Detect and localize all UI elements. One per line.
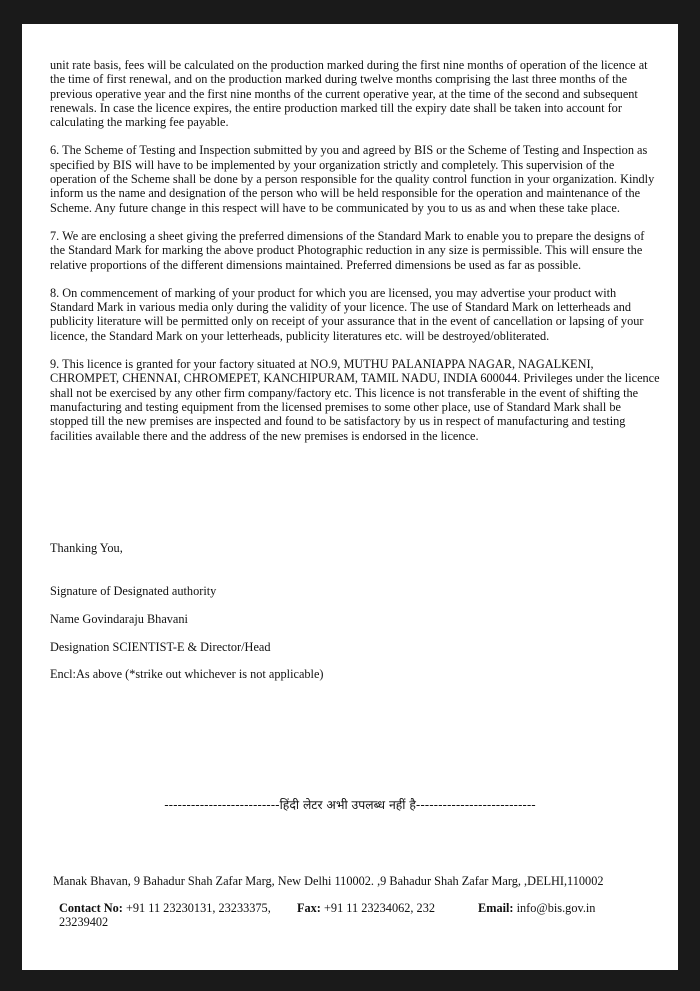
document-body [50,58,662,457]
paragraph-advertising: 8. On commencement of marking of your product for which you are licensed, you may advertise your product with Standard Mark in various media only during the validity of your licence. The use of Standard Mark on letterheads and publicity literature will be permitted only on receipt of your assurance that in the event of cancellation or lapsing of your licence, the Standard Mark on your letterheads, publicity literatures etc. will be destroyed/obliterated. [50,285,644,343]
footer-contact [59,901,289,930]
paragraph-scheme-of-testing: 6. The Scheme of Testing and Inspection submitted by you and agreed by BIS or the Scheme of Testing and Inspection as specified by BIS will have to be implemented by your organization strictly and completely. This supervision of the operation of the Scheme shall be done by a person responsible for the quality control function in your organization. Kindly inform us the name and designation of the person who will be held responsible for the operation and maintenance of the Scheme. Any future change in this respect will have to be communicated by you to us as and when these take place. [50,143,655,215]
paragraph-standard-mark-dimensions: 7. We are enclosing a sheet giving the preferred dimensions of the Standard Mark to enable you to prepare the designs of the Standard Mark for marking the above product Photographic reduction in any size is permissible. This will ensure the relative proportions of the different dimensions maintained. Preferred dimensions be used as far as possible. [50,228,645,272]
email-address[interactable]: info@bis.gov.in [516,901,596,915]
paragraph-licence-premises: 9. This licence is granted for your factory situated at NO.9, MUTHU PALANIAPPA NAGAR, NAGALKENI, CHROMPET, CHENNAI, CHROMEPET, KANCHIPURAM, TAMIL NADU, INDIA 600044. Privileges under the licence shall not be exercised by any other firm company/factory etc. This licence is not transferable in the event of shifting the manufacturing and testing equipment from the licensed premises to some other place, use of Standard Mark shall be stopped till the new premises are inspected and found to be satisfactory by us in respect of manufacturing and testing facilities available there and the address of the new premises is endorsed in the licence. [50,357,660,443]
signatory-designation: Designation SCIENTIST-E & Director/Head [50,640,271,654]
signature-label: Signature of Designated authority [50,584,217,598]
footer-address: Manak Bhavan, 9 Bahadur Shah Zafar Marg, New Delhi 110002. ,9 Bahadur Shah Zafar Marg, ,DELHI,110002 [53,874,604,888]
document-page [22,24,678,970]
fax-label: Fax: [297,901,321,915]
footer-fax [297,901,467,915]
enclosure-note: Encl:As above (*strike out whichever is not applicable) [50,667,324,681]
closing-thanks: Thanking You, [50,541,123,555]
footer-email [478,901,648,915]
hindi-letter-notice: --------------------------हिंदी लेटर अभी उपलब्ध नहीं है--------------------------- [164,798,536,812]
fax-number: +91 11 23234062, 232 [323,901,435,915]
paragraph-fee-calculation: unit rate basis, fees will be calculated on the production marked during the first nine months of operation of the licence at the time of first renewal, and on the production marked during twelve months comprising the last three months of the previous operative year and the first nine months of the current operative year, at the time of the second and subsequent renewals. In case the licence expires, the entire production marked till the expiry date shall be taken into account for calculating the marking fee payable. [50,58,648,130]
signatory-name: Name Govindaraju Bhavani [50,612,188,626]
contact-numbers: +91 11 23230131, 23233375, 23239402 [59,901,271,930]
contact-label: Contact No: [59,901,123,915]
email-label: Email: [478,901,514,915]
